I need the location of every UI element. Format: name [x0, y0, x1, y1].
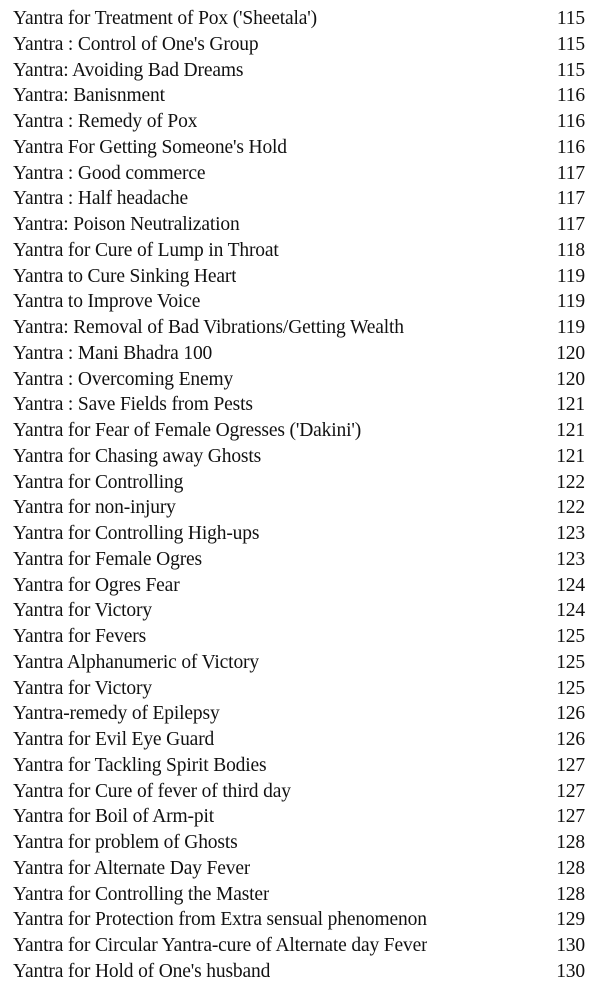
toc-entry-title: Yantra for Fear of Female Ogresses ('Dakini'): [13, 420, 362, 441]
toc-entry-page-number: 115: [556, 59, 585, 81]
toc-entry-page-number: 127: [556, 754, 585, 776]
toc-entry: [13, 547, 585, 573]
toc-entry: [13, 289, 585, 315]
toc-entry-title: Yantra : Remedy of Pox: [13, 111, 198, 132]
toc-entry-title: Yantra for Hold of One's husband: [13, 960, 271, 982]
toc-entry: [13, 959, 585, 985]
toc-entry: [13, 882, 585, 908]
toc-entry-page-number: 119: [556, 265, 585, 287]
toc-entry-page-number: 121: [556, 445, 585, 467]
toc-entry-page-number: 122: [556, 471, 585, 493]
toc-entry-title: Yantra: Avoiding Bad Dreams: [13, 59, 244, 81]
table-of-contents: [13, 6, 585, 985]
toc-entry-page-number: 115: [556, 8, 585, 29]
toc-entry-page-number: 126: [556, 729, 585, 750]
toc-entry-title: Yantra to Improve Voice: [13, 291, 201, 313]
toc-entry-title: Yantra for Tackling Spirit Bodies: [13, 754, 267, 776]
toc-entry-page-number: 121: [556, 420, 585, 441]
toc-entry-page-number: 128: [556, 883, 585, 905]
toc-entry: [13, 58, 585, 84]
toc-entry-title: Yantra to Cure Sinking Heart: [13, 265, 237, 287]
toc-entry-page-number: 130: [556, 960, 585, 982]
toc-entry: [13, 779, 585, 805]
toc-entry-page-number: 127: [556, 806, 585, 828]
toc-entry-page-number: 125: [556, 677, 585, 699]
toc-entry: [13, 907, 585, 933]
toc-entry: [13, 161, 585, 187]
toc-entry: [13, 212, 585, 238]
toc-entry-title: Yantra for Fevers: [13, 626, 147, 647]
toc-entry-title: Yantra: Poison Neutralization: [13, 214, 240, 235]
toc-entry-page-number: 116: [556, 111, 585, 132]
toc-entry-title: Yantra for Protection from Extra sensual phenomenon: [13, 909, 427, 931]
toc-entry-page-number: 123: [556, 523, 585, 544]
toc-entry: [13, 521, 585, 547]
toc-entry: [13, 135, 585, 161]
toc-entry: [13, 753, 585, 779]
toc-entry: [13, 367, 585, 393]
toc-entry-title: Yantra : Save Fields from Pests: [13, 394, 253, 416]
toc-entry-title: Yantra for Victory: [13, 677, 152, 699]
toc-entry-page-number: 117: [556, 162, 585, 184]
toc-entry: [13, 573, 585, 599]
toc-entry-page-number: 123: [556, 548, 585, 570]
toc-entry-title: Yantra for Ogres Fear: [13, 574, 180, 596]
toc-entry: [13, 109, 585, 135]
toc-entry: [13, 444, 585, 470]
toc-entry: [13, 495, 585, 521]
toc-entry: [13, 650, 585, 676]
toc-entry-page-number: 115: [556, 33, 585, 55]
toc-entry: [13, 933, 585, 959]
toc-entry: [13, 264, 585, 290]
toc-entry-page-number: 125: [556, 651, 585, 673]
toc-entry-page-number: 116: [556, 136, 585, 158]
toc-entry-page-number: 125: [556, 626, 585, 647]
toc-entry-page-number: 119: [556, 291, 585, 313]
toc-entry: [13, 701, 585, 727]
toc-entry: [13, 598, 585, 624]
toc-entry-title: Yantra : Good commerce: [13, 162, 206, 184]
toc-entry: [13, 856, 585, 882]
toc-entry: [13, 186, 585, 212]
toc-entry-page-number: 128: [556, 857, 585, 879]
toc-entry: [13, 341, 585, 367]
toc-entry: [13, 83, 585, 109]
toc-entry-title: Yantra for Cure of Lump in Throat: [13, 239, 279, 261]
toc-entry-page-number: 119: [556, 317, 585, 338]
toc-entry: [13, 238, 585, 264]
toc-entry-title: Yantra : Control of One's Group: [13, 33, 259, 55]
toc-entry-page-number: 118: [556, 239, 585, 261]
toc-entry-title: Yantra: Removal of Bad Vibrations/Getting Wealth: [13, 317, 404, 338]
toc-entry-title: Yantra Alphanumeric of Victory: [13, 651, 259, 673]
toc-entry: [13, 676, 585, 702]
toc-entry-title: Yantra for Boil of Arm-pit: [13, 806, 215, 828]
toc-entry-title: Yantra for Treatment of Pox ('Sheetala'): [13, 8, 317, 29]
toc-entry-page-number: 129: [556, 909, 585, 931]
toc-entry-page-number: 124: [556, 574, 585, 596]
toc-entry-title: Yantra for problem of Ghosts: [13, 832, 238, 853]
toc-entry-title: Yantra for Circular Yantra-cure of Alternate day Fever: [13, 935, 428, 956]
toc-entry-title: Yantra for Controlling the Master: [13, 883, 270, 905]
toc-entry-page-number: 128: [556, 832, 585, 853]
toc-entry-page-number: 117: [556, 214, 585, 235]
toc-entry: [13, 392, 585, 418]
toc-entry-page-number: 130: [556, 935, 585, 956]
toc-entry-title: Yantra for Controlling High-ups: [13, 523, 260, 544]
toc-entry-page-number: 116: [556, 85, 585, 107]
toc-entry-title: Yantra for Female Ogres: [13, 548, 202, 570]
toc-entry: [13, 727, 585, 753]
toc-entry-title: Yantra for Chasing away Ghosts: [13, 445, 262, 467]
toc-entry: [13, 6, 585, 32]
toc-entry: [13, 470, 585, 496]
toc-entry: [13, 830, 585, 856]
toc-entry-title: Yantra: Banisnment: [13, 85, 165, 107]
toc-entry: [13, 315, 585, 341]
toc-entry-title: Yantra : Half headache: [13, 188, 189, 210]
toc-entry-title: Yantra for Controlling: [13, 471, 184, 493]
toc-entry-page-number: 120: [556, 342, 585, 364]
toc-entry-page-number: 127: [556, 780, 585, 802]
toc-entry-page-number: 124: [556, 600, 585, 622]
toc-entry-title: Yantra for Victory: [13, 600, 152, 622]
toc-entry-page-number: 121: [556, 394, 585, 416]
toc-entry-title: Yantra for Cure of fever of third day: [13, 780, 291, 802]
toc-entry-page-number: 122: [556, 497, 585, 519]
toc-entry-page-number: 126: [556, 703, 585, 725]
toc-entry-page-number: 120: [556, 368, 585, 390]
toc-entry-page-number: 117: [556, 188, 585, 210]
toc-entry: [13, 804, 585, 830]
toc-entry-title: Yantra for non-injury: [13, 497, 176, 519]
toc-entry: [13, 624, 585, 650]
toc-entry-title: Yantra-remedy of Epilepsy: [13, 703, 220, 725]
toc-entry: [13, 418, 585, 444]
toc-entry-title: Yantra For Getting Someone's Hold: [13, 136, 287, 158]
toc-entry-title: Yantra for Alternate Day Fever: [13, 857, 251, 879]
toc-entry: [13, 32, 585, 58]
toc-entry-title: Yantra : Mani Bhadra 100: [13, 342, 213, 364]
toc-entry-title: Yantra : Overcoming Enemy: [13, 368, 234, 390]
toc-entry-title: Yantra for Evil Eye Guard: [13, 729, 215, 750]
